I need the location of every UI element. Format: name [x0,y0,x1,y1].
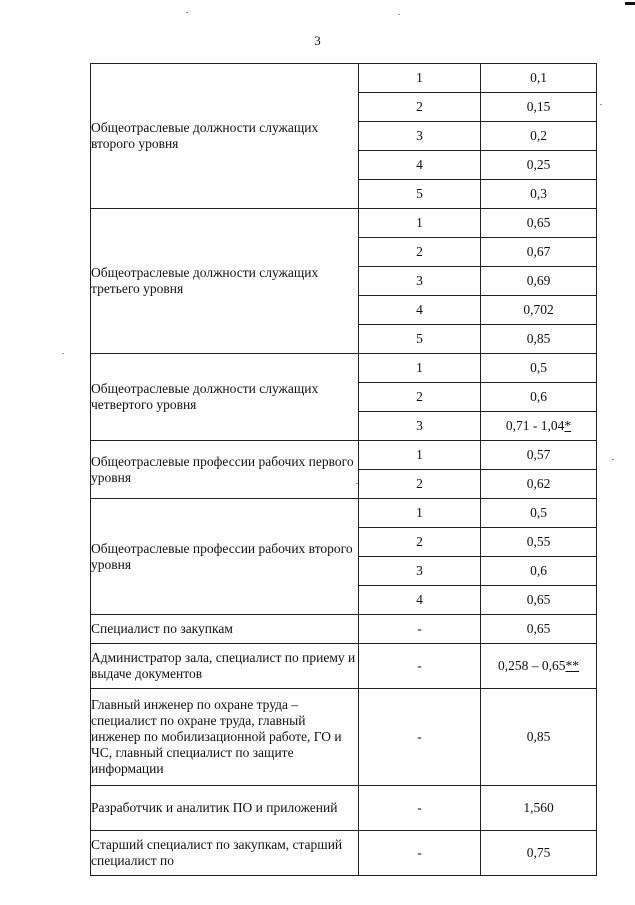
coefficient-cell: 0,55 [481,528,597,557]
level-cell: 1 [359,354,481,383]
level-cell: - [359,615,481,644]
level-cell: 2 [359,383,481,412]
level-cell: 3 [359,267,481,296]
footnote-marker: ** [565,658,579,673]
coefficient-cell: 0,1 [481,64,597,93]
page-number: 3 [314,33,321,48]
position-name-cell: Специалист по закупкам [91,615,359,644]
coefficient-cell: 0,6 [481,557,597,586]
table-row [91,209,597,238]
level-cell: 4 [359,586,481,615]
level-cell: - [359,786,481,831]
coefficient-cell: 0,6 [481,383,597,412]
table-row [91,786,597,831]
group-name-cell: Общеотраслевые профессии рабочих первого уровня [91,441,359,499]
table-row [91,689,597,786]
position-name-cell: Разработчик и аналитик ПО и приложений [91,786,359,831]
coefficient-cell: 0,69 [481,267,597,296]
coefficient-range: 0,258 – 0,65 [498,658,566,673]
level-cell: 4 [359,151,481,180]
level-cell: 1 [359,64,481,93]
level-cell: - [359,689,481,786]
coefficient-cell: 0,62 [481,470,597,499]
coefficient-cell [481,412,597,441]
page-corner-mark [625,2,635,5]
group-name-cell: Общеотраслевые профессии рабочих второго уровня [91,499,359,615]
level-cell: 2 [359,93,481,122]
coefficient-cell: 0,702 [481,296,597,325]
level-cell: - [359,831,481,876]
coefficient-cell: 0,5 [481,354,597,383]
scan-speck [612,459,614,460]
table-row [91,615,597,644]
footnote-marker: * [564,418,572,433]
level-cell: 5 [359,325,481,354]
coefficient-cell: 0,5 [481,499,597,528]
level-cell: 2 [359,470,481,499]
level-cell: 3 [359,557,481,586]
coefficient-cell: 0,65 [481,586,597,615]
coefficient-cell: 0,2 [481,122,597,151]
position-name-cell: Старший специалист по закупкам, старший специалист по [91,831,359,876]
level-cell: 3 [359,122,481,151]
coefficient-cell: 0,3 [481,180,597,209]
level-cell: 2 [359,528,481,557]
position-name-cell: Администратор зала, специалист по приему и выдаче документов [91,644,359,689]
position-name-cell: Главный инженер по охране труда – специалист по охране труда, главный инженер по мобилизационной работе, ГО и ЧС, главный специалист по защите информации [91,689,359,786]
scan-speck [398,14,400,15]
level-cell: 1 [359,209,481,238]
coefficient-cell: 0,25 [481,151,597,180]
group-name-cell: Общеотраслевые должности служащих третьего уровня [91,209,359,354]
qualification-coefficients-table [90,63,597,876]
coefficient-cell: 0,65 [481,615,597,644]
group-name-cell: Общеотраслевые должности служащих четвертого уровня [91,354,359,441]
level-cell: 5 [359,180,481,209]
scan-speck [62,353,64,354]
scan-speck [356,483,358,484]
coefficient-cell: 0,85 [481,325,597,354]
table-row [91,441,597,470]
level-cell: 3 [359,412,481,441]
coefficient-cell: 0,67 [481,238,597,267]
scan-speck [600,104,602,105]
coefficient-cell [481,644,597,689]
level-cell: 2 [359,238,481,267]
level-cell: 1 [359,499,481,528]
table-row [91,354,597,383]
table-row [91,831,597,876]
coefficient-cell: 0,15 [481,93,597,122]
level-cell: 4 [359,296,481,325]
coefficient-range: 0,71 - 1,04 [505,418,565,433]
coefficient-cell: 1,560 [481,786,597,831]
group-name-cell: Общеотраслевые должности служащих второго уровня [91,64,359,209]
level-cell: 1 [359,441,481,470]
coefficient-cell: 0,85 [481,689,597,786]
coefficient-cell: 0,65 [481,209,597,238]
table-row [91,64,597,93]
coefficient-cell: 0,57 [481,441,597,470]
table-row [91,644,597,689]
table-row [91,499,597,528]
scan-speck [186,12,188,13]
coefficient-cell: 0,75 [481,831,597,876]
level-cell: - [359,644,481,689]
